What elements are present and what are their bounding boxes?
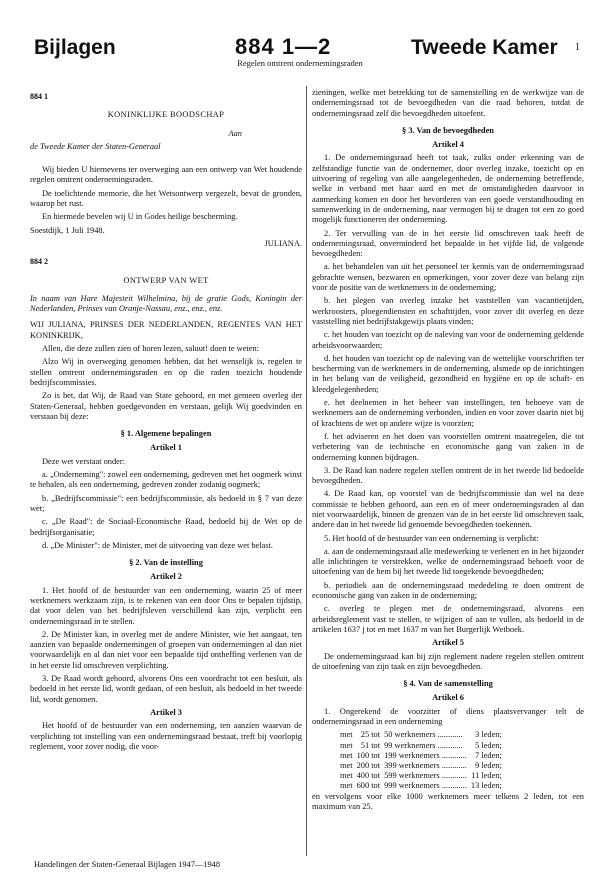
paragraph: b. „Bedrijfscommissie": een bedrijfscommissie, als bedoeld in § 7 van deze wet; <box>30 493 302 513</box>
paragraph: d. het houden van toezicht op de naleving van de wettelijke voorschriften ter bescherming van de werknemers in de onderneming, alsmede op de inrichtingen in het belang van de veiligheid, gezondheid en hygiëne en op de schaft- en kleedgelegenheden; <box>312 353 584 394</box>
table-cell: 100 tot <box>356 750 381 760</box>
section-heading: § 1. Algemene bepalingen <box>120 429 212 439</box>
paragraph: 3. De Raad wordt gehoord, alvorens Ons een voordracht tot een besluit, als bedoeld in het eerste lid, wordt gedaan, of een besluit, als bedoeld in het tweede lid, wordt genomen. <box>30 674 302 704</box>
table-cell: met <box>340 750 353 760</box>
paragraph: 1. De ondernemingsraad heeft tot taak, zulks onder erkenning van de zelfstandige functie van de ondernemer, door overleg inzake, toezicht op en uitvoering of regeling van alle aangelegenheden, de onderneming betreffende, welke in verband met haar aard en met de omstandigheden daarvoor in aanmerking komen en door het bevorderen van een goede verstandhouding en samenwerking in de onderneming, naar vermogen bij te dragen tot een zo goed mogelijk functioneren der onderneming. <box>312 153 584 225</box>
paragraph: 2. Ter vervulling van de in het eerste lid omschreven taak heeft de ondernemingsraad, onverminderd het bepaalde in het vijfde lid, de volgende bevoegdheden: <box>312 228 584 259</box>
table-row <box>340 730 506 740</box>
section-heading: § 2. Van de instelling <box>129 558 203 568</box>
header-right: Tweede Kamer <box>411 36 558 59</box>
article-heading: Artikel 4 <box>432 140 464 150</box>
paragraph: Alzo Wij in overweging genomen hebben, dat het wenselijk is, regelen te stellen omtrent ondernemingsraden en op die raden toezicht houdende bedrijfscommissies. <box>30 357 302 387</box>
table-cell: 13 leden; <box>470 781 502 791</box>
table-cell: 400 tot <box>356 771 381 781</box>
paragraph: a. het behandelen van uit het personeel ter kennis van de ondernemingsraad gebrachte wensen, bezwaren en opmerkingen, voor zover deze van belang zijn voor de positie van de werknemers in de onderneming; <box>312 262 584 293</box>
table-row <box>340 761 506 771</box>
paragraph: c. „De Raad": de Sociaal-Economische Raad, bedoeld bij de Wet op de bedrijfsorganisatie; <box>30 517 302 537</box>
article-heading: Artikel 2 <box>150 572 182 582</box>
paragraph: WIJ JULIANA, PRINSES DER NEDERLANDEN, REGENTES VAN HET KONINKRIJK, <box>30 320 302 340</box>
table-cell: 9 leden; <box>475 760 502 770</box>
table-cell: 199 werknemers ............ <box>384 750 467 760</box>
paragraph: a. „Onderneming": zowel een onderneming, gedreven met het oogmerk winst te behalen, als een onderneming, gedreven zonder zodanig oogmerk; <box>30 470 302 490</box>
spacer <box>30 158 302 165</box>
table-cell: 599 werknemers ............ <box>384 771 467 781</box>
table-cell: 5 leden; <box>475 740 502 750</box>
table-cell: 25 tot <box>360 730 381 740</box>
article-heading: Artikel 6 <box>432 693 464 703</box>
paragraph: d. „De Minister": de Minister, met de uitvoering van deze wet belast. <box>42 540 274 550</box>
signature: JULIANA. <box>264 238 302 248</box>
table-cell: 99 werknemers ............ <box>384 740 463 750</box>
header-left: Bijlagen <box>34 36 116 59</box>
table-cell: met <box>340 771 353 781</box>
paragraph: Wij bieden U hiernevens ter overweging aan een ontwerp van Wet houdende regelen omtrent ondernemingsraden. <box>30 165 302 185</box>
italic-text: de Tweede Kamer der Staten-Generaal <box>30 141 161 151</box>
table-cell: 3 leden; <box>475 730 502 740</box>
right-column <box>312 88 584 815</box>
table-row <box>340 741 506 751</box>
paragraph: zieningen, welke met betrekking tot de samenstelling en de werkwijze van de ondernemingsraad tot de bevoegdheden van die raad behoren, totdat de ondernemingsraad zelf die bevoegdheden uitoefent. <box>312 88 584 118</box>
table-cell: 7 leden; <box>475 750 502 760</box>
italic-text: In naam van Hare Majesteit Wilhelmina, bij de gratie Gods, Koningin der Nederlanden, Prinses van Oranje-Nassau, enz., enz., enz. <box>30 293 302 314</box>
left-column <box>30 92 302 755</box>
page-number: 1 <box>575 42 580 53</box>
table-cell: met <box>340 730 353 740</box>
paragraph: c. het houden van toezicht op de naleving van voor de onderneming geldende arbeidsvoorwaarden; <box>312 330 584 350</box>
paragraph: 3. De Raad kan nadere regelen stellen omtrent de in het tweede lid bedoelde bevoegdheden. <box>312 465 584 486</box>
table-cell: 399 werknemers ............ <box>384 760 467 770</box>
paragraph: Deze wet verstaat onder: <box>42 456 126 466</box>
document-number: 884 1 <box>30 92 48 101</box>
table-cell: 11 leden; <box>471 771 502 781</box>
table-cell: met <box>340 740 353 750</box>
paragraph: c. overleg te plegen met de ondernemingsraad, alvorens een arbeidsreglement vast te stellen, te wijzigen of aan te vullen, als bedoeld in de artikelen 1637 j tot en met 1637 m van het Burgerlijk Wetboek. <box>312 604 584 634</box>
heading: KONINKLIJKE BOODSCHAP <box>107 110 225 120</box>
page-footer: Handelingen der Staten-Generaal Bijlagen 1947—1948 <box>34 860 221 869</box>
paragraph: 1. Het hoofd of de bestuurder van een onderneming, waarin 25 of meer werknemers werkzaam zijn, is te rekenen van een door Ons te bepalen tijdstip, dat voor delen van het bedrijfsleven verschillend kan zijn, verplicht een ondernemingsraad in te stellen. <box>30 585 302 626</box>
column-divider <box>306 86 307 856</box>
paragraph: Het hoofd of de bestuurder van een onderneming, ten aanzien waarvan de verplichting tot instelling van een ondernemingsraad bestaat, treft bij voorlopig reglement, voor zover nodig, die voor- <box>30 721 302 751</box>
table-row <box>340 781 506 791</box>
table-cell: 51 tot <box>360 740 381 750</box>
members-table <box>340 730 506 791</box>
header-subtitle: Regelen omtrent ondernemingsraden <box>237 58 363 68</box>
paragraph: En hiermede bevelen wij U in Godes heilige bescherming. <box>42 212 238 222</box>
section-heading: § 3. Van de bevoegdheden <box>402 125 494 135</box>
table-cell: 50 werknemers ............ <box>384 730 463 740</box>
table-cell: 200 tot <box>356 760 381 770</box>
paragraph: b. periodiek aan de ondernemingsraad mededeling te doen omtrent de economische gang van zaken in de onderneming; <box>312 580 584 601</box>
paragraph: Allen, die deze zullen zien of horen lezen, saluut! doen te weten: <box>42 344 259 354</box>
article-heading: Artikel 3 <box>150 707 182 717</box>
paragraph: f. het adviseren en het doen van voorstellen omtrent maatregelen, die tot verbetering van de technische en economische gang van zaken in de onderneming kunnen bijdragen. <box>312 431 584 462</box>
table-cell: 600 tot <box>356 781 381 791</box>
addressee: Aan <box>228 128 242 138</box>
table-row <box>340 771 506 781</box>
header-doc-number: 884 1—2 <box>235 34 332 59</box>
page-header <box>0 0 600 70</box>
paragraph: 5. Het hoofd of de bestuurder van een onderneming is verplicht: <box>324 533 539 543</box>
paragraph: en vervolgens voor elke 1000 werknemers meer telkens 2 leden, tot een maximum van 25. <box>312 791 584 811</box>
heading: ONTWERP VAN WET <box>123 275 209 285</box>
article-heading: Artikel 1 <box>150 443 182 453</box>
paragraph: e. het deelnemen in het beheer van instellingen, ten behoeve van de werknemers aan de onderneming verbonden, indien en voor zover daarin niet bij of krachtens de wet op andere wijze is voorzien; <box>312 398 584 428</box>
document-number: 884 2 <box>30 257 48 267</box>
paragraph: 2. De Minister kan, in overleg met de andere Minister, wie het aangaat, ten aanzien van bepaalde ondernemingen of groepen van ondernemingen al dan niet voorwaardelijk en al dan niet voor een bepaalde tijd ontheffing verlenen van de in het eerste lid omschreven verplichting. <box>30 629 302 670</box>
paragraph: a. aan de ondernemingsraad alle medewerking te verlenen en in het bijzonder alle inlichtingen te verstrekken, welke de ondernemingsraad behoeft voor de uitoefening van de hem bij het tweede lid toegekende bevoegdheden; <box>312 546 584 577</box>
section-heading: § 4. Van de samenstelling <box>403 679 493 689</box>
paragraph: De ondernemingsraad kan bij zijn reglement nadere regelen stellen omtrent de uitoefening van zijn taak en zijn bevoegdheden. <box>312 651 584 671</box>
table-cell: 999 werknemers ............ <box>384 781 467 791</box>
paragraph: 4. De Raad kan, op voorstel van de bedrijfscommissie dan wel na deze commissie te hebben gehoord, aan een en of meer ondernemingsraden al dan niet voorwaardelijk, binnen de grenzen van de in het eerste lid omschreven taak, andere dan in het tweede lid genoemde bevoegdheden toekennen. <box>312 489 584 530</box>
paragraph: 1. Ongerekend de voorzitter of diens plaatsvervanger telt de ondernemingsraad in een onderneming <box>312 706 584 727</box>
paragraph: b. het plegen van overleg inzake het vaststellen van vacantietijden, werkroosters, ploegendiensten en schafttijden, voor zover dit overleg en deze vaststelling niet bedrijfstakgewijs plaats vinden; <box>312 296 584 326</box>
paragraph: De toelichtende memorie, die het Wetsontwerp vergezelt, bevat de gronden, waarop het rust. <box>30 188 302 209</box>
paragraph: Zo is het, dat Wij, de Raad van State gehoord, en met gemeen overleg der Staten-Generaal, hebben goedgevonden en verstaan, gelijk Wij goedvinden en verstaan bij deze: <box>30 391 302 421</box>
paragraph: Soestdijk, 1 Juli 1948. <box>30 225 105 235</box>
article-heading: Artikel 5 <box>432 638 464 648</box>
table-cell: met <box>340 760 353 770</box>
table-row <box>340 751 506 761</box>
table-cell: met <box>340 781 353 791</box>
